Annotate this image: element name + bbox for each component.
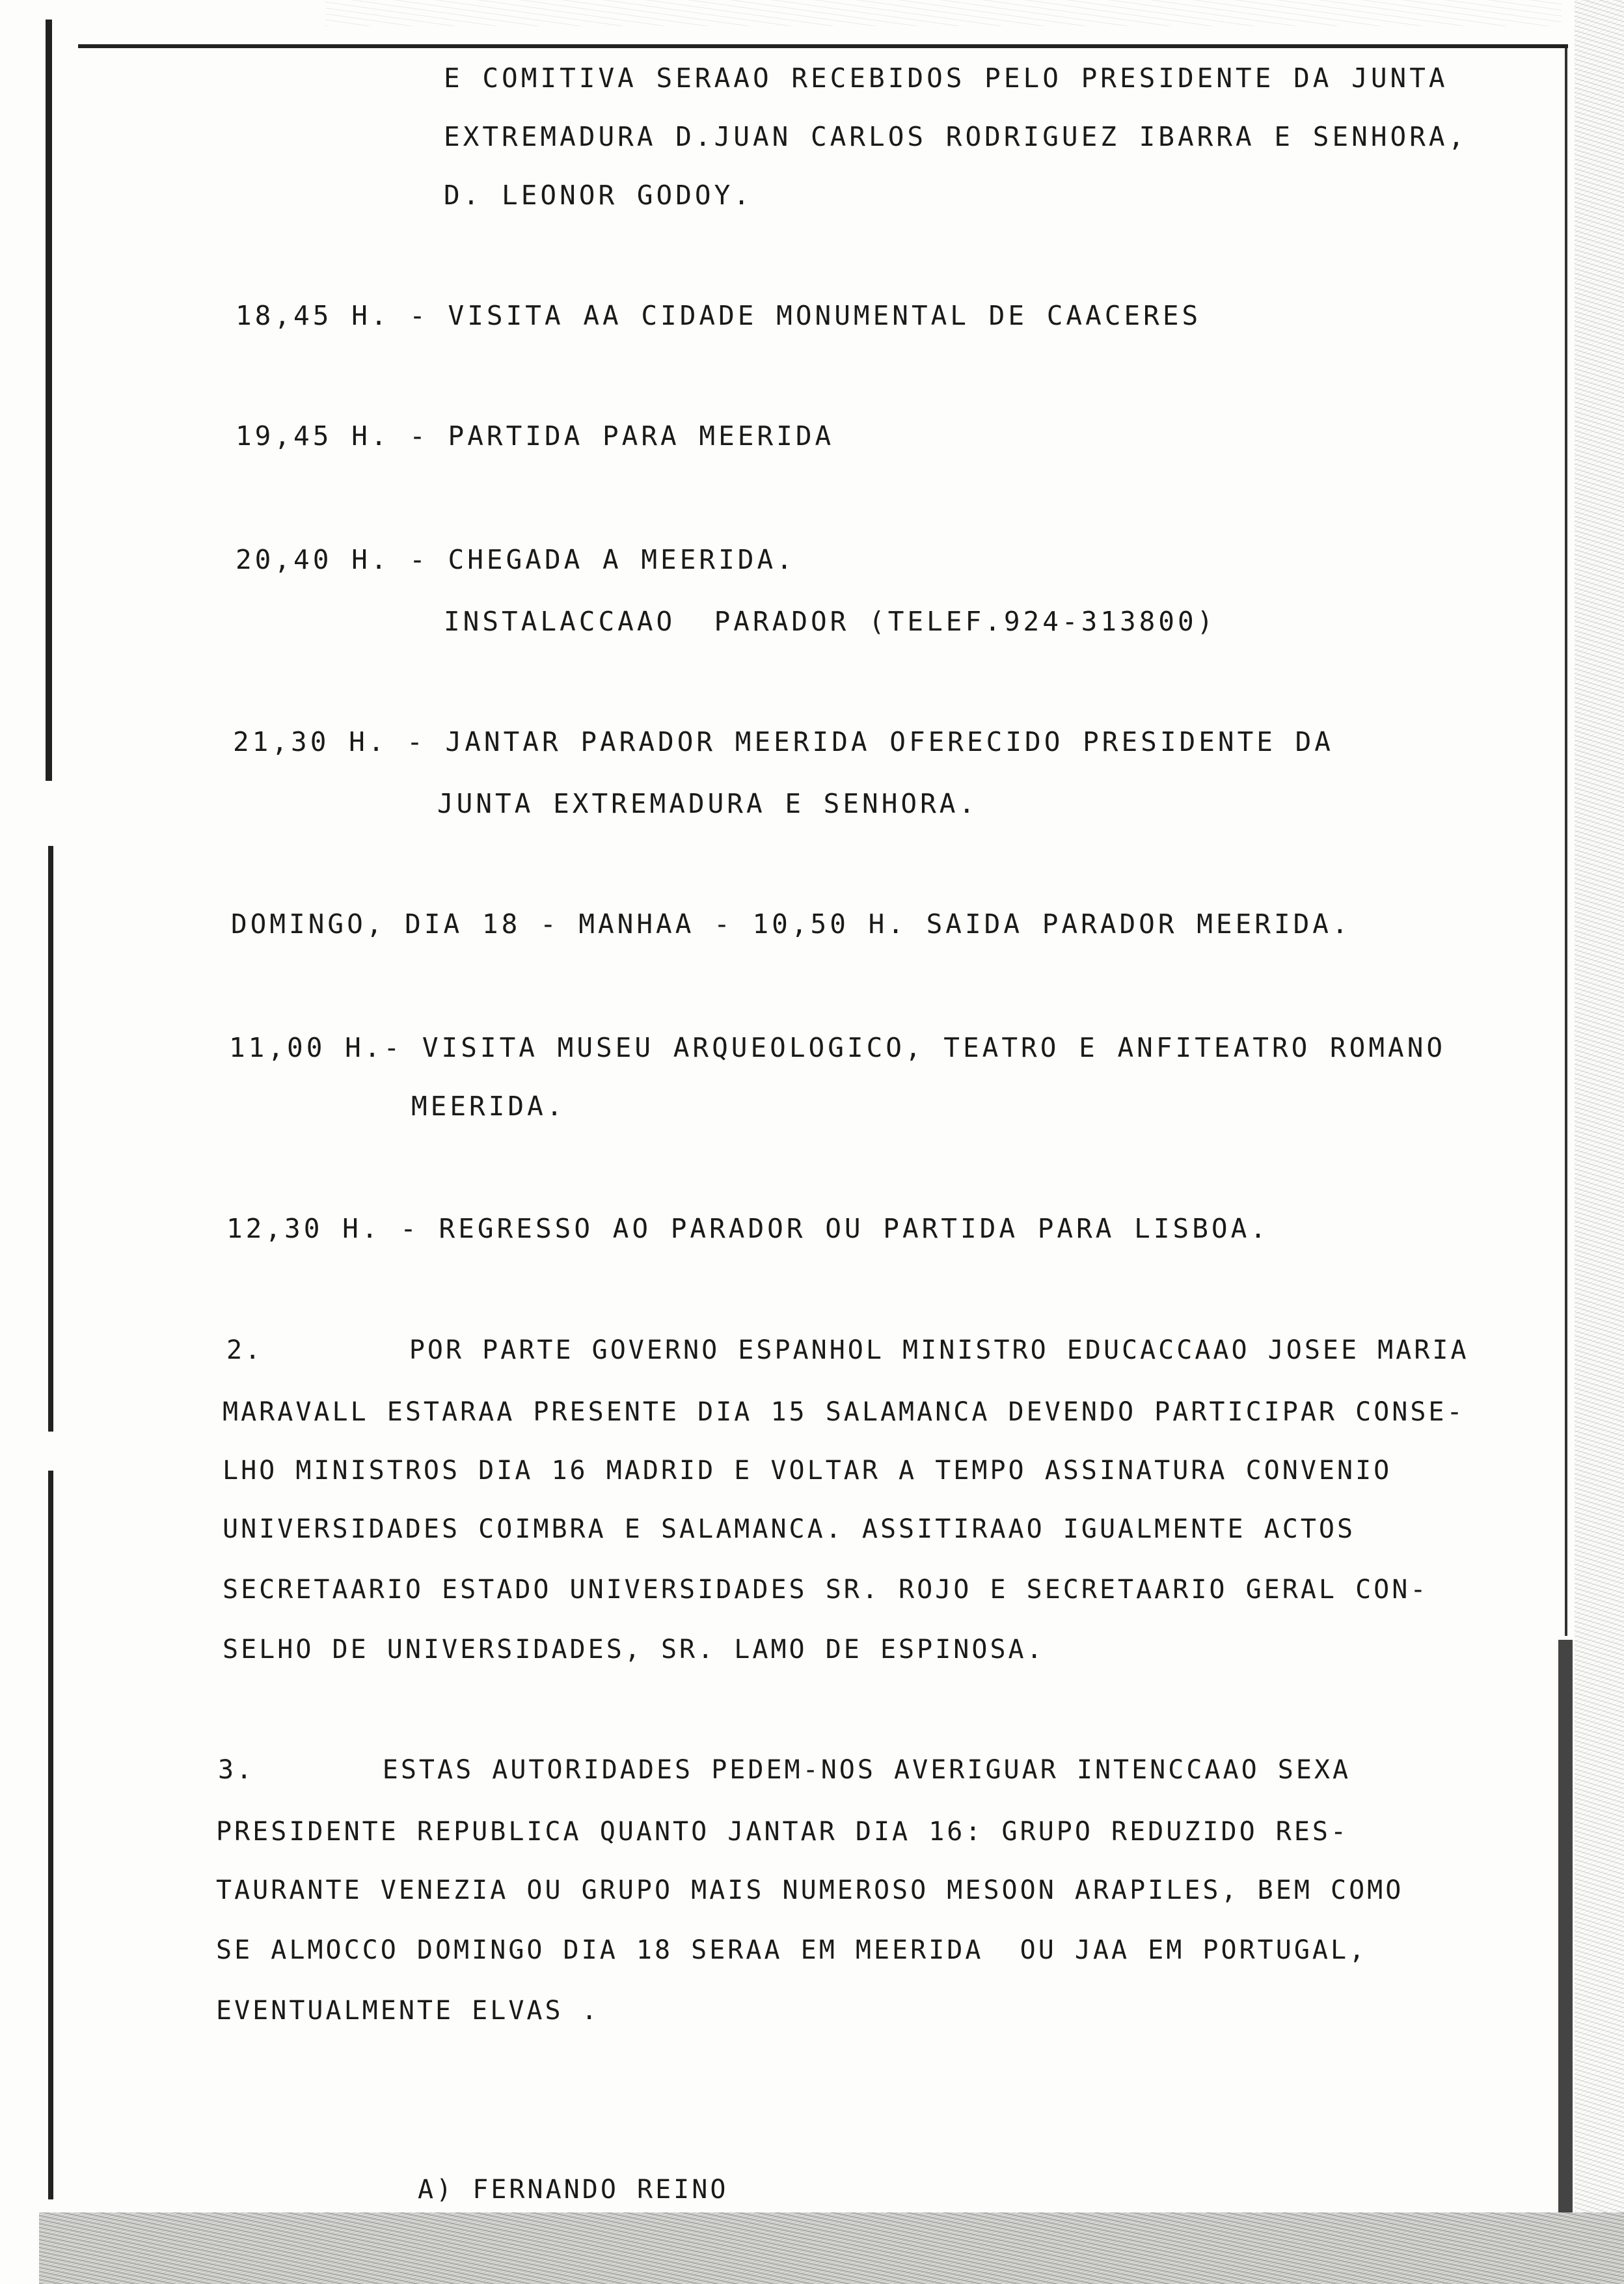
text-line: 11,00 H.- VISITA MUSEU ARQUEOLOGICO, TEATRO E ANFITEATRO ROMANO: [229, 1032, 1446, 1063]
scan-border-left: [46, 20, 52, 781]
text-line: SE ALMOCCO DOMINGO DIA 18 SERAA EM MEERIDA OU JAA EM PORTUGAL,: [216, 1935, 1368, 1965]
text-line: EXTREMADURA D.JUAN CARLOS RODRIGUEZ IBARRA E SENHORA,: [444, 121, 1468, 152]
scan-noise-top: [325, 0, 1562, 26]
text-line: D. LEONOR GODOY.: [444, 180, 753, 211]
scan-border-top: [78, 44, 1568, 48]
scan-border-right: [1565, 48, 1567, 1636]
text-line: PRESIDENTE REPUBLICA QUANTO JANTAR DIA 16: GRUPO REDUZIDO RES-: [216, 1817, 1349, 1847]
text-line: DOMINGO, DIA 18 - MANHAA - 10,50 H. SAIDA PARADOR MEERIDA.: [231, 908, 1351, 940]
text-line: 12,30 H. - REGRESSO AO PARADOR OU PARTIDA PARA LISBOA.: [226, 1213, 1269, 1244]
text-line: 3. ESTAS AUTORIDADES PEDEM-NOS AVERIGUAR INTENCCAAO SEXA: [218, 1755, 1351, 1785]
text-line: INSTALACCAAO PARADOR (TELEF.924-313800): [444, 606, 1217, 637]
text-line: 18,45 H. - VISITA AA CIDADE MONUMENTAL DE CAACERES: [236, 300, 1202, 331]
scan-border-right-thick: [1558, 1640, 1573, 2225]
text-line: EVENTUALMENTE ELVAS .: [216, 1996, 600, 2026]
text-line: E COMITIVA SERAAO RECEBIDOS PELO PRESIDENTE DA JUNTA: [444, 62, 1448, 94]
text-line: TAURANTE VENEZIA OU GRUPO MAIS NUMEROSO MESOON ARAPILES, BEM COMO: [216, 1875, 1404, 1905]
text-line: MARAVALL ESTARAA PRESENTE DIA 15 SALAMANCA DEVENDO PARTICIPAR CONSE-: [223, 1397, 1465, 1427]
text-line: 21,30 H. - JANTAR PARADOR MEERIDA OFERECIDO PRESIDENTE DA: [233, 726, 1334, 757]
signature-line: A) FERNANDO REINO: [418, 2175, 729, 2205]
scan-border-left-lower: [48, 1471, 53, 2199]
text-line: SECRETAARIO ESTADO UNIVERSIDADES SR. ROJO E SECRETAARIO GERAL CON-: [223, 1575, 1429, 1605]
text-line: SELHO DE UNIVERSIDADES, SR. LAMO DE ESPINOSA.: [223, 1635, 1045, 1665]
scan-noise-right: [1575, 0, 1624, 2284]
scan-noise-bottom: [39, 2212, 1624, 2284]
text-line: MEERIDA.: [411, 1091, 566, 1122]
text-line: 2. POR PARTE GOVERNO ESPANHOL MINISTRO EDUCACCAAO JOSEE MARIA: [226, 1335, 1469, 1365]
text-line: 20,40 H. - CHEGADA A MEERIDA.: [236, 544, 796, 575]
text-line: JUNTA EXTREMADURA E SENHORA.: [437, 788, 979, 819]
text-line: LHO MINISTROS DIA 16 MADRID E VOLTAR A TEMPO ASSINATURA CONVENIO: [223, 1456, 1392, 1486]
text-line: UNIVERSIDADES COIMBRA E SALAMANCA. ASSITIRAAO IGUALMENTE ACTOS: [223, 1514, 1356, 1544]
text-line: 19,45 H. - PARTIDA PARA MEERIDA: [236, 420, 835, 452]
scan-border-left-middle: [48, 846, 53, 1432]
